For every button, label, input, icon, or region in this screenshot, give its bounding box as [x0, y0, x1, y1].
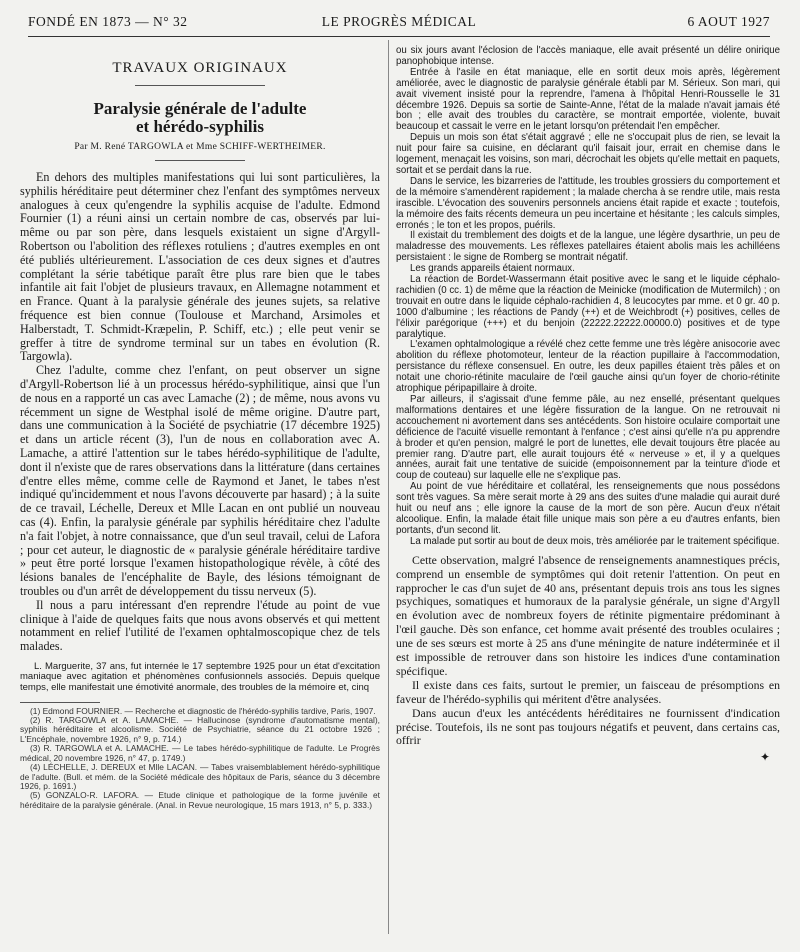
case-paragraph: Entrée à l'asile en état maniaque, elle en sortit deux mois après, légèrement améliorée, avec le diagnostic de paralysie générale établi par M. Sérieux. Son mari, qui avait vivement insisté pour la reprendre, l'amena à l'hôpital Henri-Rousselle le 31 décembre 1926. Depuis sa sortie de Sainte-Anne, l'état de la malade n'avait jamais été bon ; elle avait des troubles du caractère, se montrait emportée, violente, buvait beaucoup et cassait le verre en le jetant lorsqu'on prétendait l'en empêcher. [396, 66, 780, 133]
paragraph: Dans aucun d'eux les antécédents héréditaires ne fournissent d'indication précise. Toutefois, ils ne sont pas toujours négatifs et peuvent, dans certains cas, offrir [396, 705, 780, 748]
case-paragraph: Au point de vue héréditaire et collatéral, les renseignements que nous possédons sont très vagues. Sa mère serait morte à 29 ans des suites d'une maladie qui aurait duré huit ou neuf ans ; elle ignore la cause de la mort de son père. Aucun d'eux n'était alcoolique. Enfin, la malade était fille unique mais son père a eu d'autres enfants, bien portants, d'un second lit. [396, 481, 780, 536]
case-paragraph: Les grands appareils étaient normaux. [410, 263, 575, 275]
paragraph: Il existe dans ces faits, surtout le premier, un faisceau de présomptions en faveur de l'hérédo-syphilis qui méritent d'être analysées. [396, 677, 780, 706]
left-column [20, 44, 380, 942]
footnote-rule [20, 702, 100, 703]
paragraph: Cette observation, malgré l'absence de renseignements anamnestiques précis, comprend un ensemble de symptômes qui doit retenir l'attention. On peut en rapprocher le cas d'un sujet de 40 ans, présentant depuis trois ans tous les signes psychiques, somatiques et humoraux de la paralysie générale, un signe d'Argyll en évolution avec de nombreux foyers de rétinite pigmentaire prédominant à l'œil gauche. Dès son enfance, cet homme avait présenté des troubles oculaires ; une de ses sœurs est morte à 25 ans d'une méningite de nature indéterminée et il est impossible de retrouver dans son histoire les indices d'une contamination spécifique. [396, 552, 780, 678]
header-date: 6 AOUT 1927 [687, 14, 770, 29]
paragraph: Chez l'adulte, comme chez l'enfant, on peut observer un signe d'Argyll-Robertson lié à un processus hérédo-syphilitique, ainsi que l'un de nous en a rapporté un cas avec Lamache (2) ; de même, nous avons vu récemment un signe de Westphal isolé de même origine. D'autre part, dans une communication à la Société de psychiatrie (17 décembre 1925) et dans un article récent (3), l'un de nous en collaboration avec A. Lamache, a attiré l'attention sur le tabes hérédo-syphilitique de l'adulte, dont il n'existe que de rares observations dans la littérature (dans certaines d'entre elles même, comme celle de Raymond et Janet, le tabes n'est indiqué qu'incidemment et nous l'avons découverte par hasard) ; à la suite de ce travail, Léchelle, Dereux et Mlle Lacan en ont publié un nouveau cas (4). Enfin, la paralysie générale par syphilis héréditaire chez l'adulte n'a fait l'objet, à notre connaissance, que d'un seul travail, celui de Lafora ; pour cet auteur, le diagnostic de « paralysie générale héréditaire tardive » peut être porté lorsque l'examen histopathologique révèle, à côté des lésions banales de l'encéphalite de Bayle, des lésions témoignant de troubles ou d'un arrêt de développement du tissu nerveux (5). [20, 363, 380, 598]
case-paragraph: La réaction de Bordet-Wassermann était positive avec le sang et le liquide céphalo-rachidien (0 cc. 1) de même que la réaction de Meinicke (modification de Mutermilch) ; on trouvait en outre dans le liquide céphalo-rachidien 4, 8 leucocytes par mme. et 0 gr. 40 p. 1000 d'albumine ; les réactions de Pandy (++) et de Weichbrodt (+) positives, celles de l'élixir parégorique (+++) et du benjoin (22222.22222.00000.0) positives et de type paralytique. [396, 274, 780, 340]
case-paragraph: Depuis un mois son état s'était aggravé ; elle ne s'occupait plus de rien, se levait la nuit pour faire sa cuisine, en déclarant qu'il faisait jour, errait en chemise dans le logement, menaçait les voisins, son mari, décrochait les objets qu'elle mettait en paquets, sortait et se perdait dans la rue. [396, 132, 780, 176]
case-paragraph: L. Marguerite, 37 ans, fut internée le 17 septembre 1925 pour un état d'excitation maniaque avec agitation et phénomènes confusionnels associés. Depuis quelque temps, elle manifestait une émotivité anormale, des troubles de la mémoire et, cinq [20, 660, 380, 694]
footnote: (1) Edmond FOURNIER. — Recherche et diagnostic de l'hérédo-syphilis tardive, Paris, 1907. [30, 705, 376, 716]
case-paragraph: ou six jours avant l'éclosion de l'accès maniaque, elle avait présenté un délire onirique panophobique intense. [396, 45, 780, 67]
footnotes [20, 707, 380, 810]
continuation-mark: ✦ [759, 750, 770, 765]
case-report-start [20, 662, 380, 694]
case-paragraph: La malade put sortir au bout de deux mois, très améliorée par le traitement spécifique. [410, 535, 780, 547]
footnote: (3) R. TARGOWLA et A. LAMACHE. — Le tabes hérédo-syphilitique de l'adulte. Le Progrès médical, 20 novembre 1926, n° 47, p. 1749.) [20, 743, 380, 763]
column-separator [388, 40, 389, 934]
case-paragraph: Dans le service, les bizarreries de l'attitude, les troubles grossiers du comportement et de la mémoire s'amendèrent rapidement ; la malade chercha à se rendre utile, mais resta irascible. L'évocation des souvenirs personnels anciens était rapide et exacte ; toutefois, la mémoire des faits récents demeura un peu incertaine et hésitante ; les calculs simples, erronés ; le ton et les propos, puérils. [396, 175, 780, 231]
left-body-text [20, 171, 380, 654]
header-founded: FONDÉ EN 1873 — N° 32 [28, 14, 188, 29]
footnote: (2) R. TARGOWLA et A. LAMACHE. — Hallucinose (syndrome d'automatisme mental), syphilis héréditaire et alcoolisme. Société de Psychiatrie, séance du 21 octobre 1926 ; L'Encéphale, novembre 1926, n° 9, p. 714.) [20, 715, 380, 744]
header-rule [28, 36, 770, 37]
paragraph: En dehors des multiples manifestations qui lui sont particulières, la syphilis héréditaire peut déterminer chez l'enfant des symptômes nerveux analogues à ceux qu'engendre la syphilis acquise de l'adulte. Edmond Fournier (1) a réuni ainsi un certain nombre de cas, observés par lui-même ou par son père, dans lesquels existaient un signe d'Argyll-Robertson ou l'abolition des réflexes rotuliens ; d'autres exemples en ont été publiés ultérieurement. L'association de ces deux signes et d'autres complétant la série tabétique paraît être plus rare bien que le tabes infantile ait fait l'objet de plusieurs travaux, en Allemagne notamment et en France. Quant à la paralysie générale des jeunes sujets, sa relative fréquence est bien connue (Toulouse et Marchand, Arsimoles et Halberstadt, T. Schmidt-Kræpelin, P. Schiff, etc.) ; elle peut venir se greffer à titre de syndrome terminal sur un tabes en évolution (R. Targowla). [20, 170, 380, 364]
case-paragraph: Il existait du tremblement des doigts et de la langue, une légère dysarthrie, un peu de maladresse des mouvements. Les réflexes patellaires étaient abolis mais les achilléens persistaient : le signe de Romberg se montrait négatif. [396, 230, 780, 264]
right-column [396, 44, 780, 942]
header-journal-name: LE PROGRÈS MÉDICAL [321, 14, 477, 29]
authors-rule [155, 160, 245, 161]
case-paragraph: Par ailleurs, il s'agissait d'une femme pâle, au nez ensellé, présentant quelques malformations dentaires et une légère fissuration de la langue. On ne retrouvait ni accouchement ni avortement dans ses antécédents. Son histoire oculaire comportait une déficience de l'acuité visuelle remontant à l'enfance ; c'est ainsi qu'elle n'a pu apprendre à broder et qu'en pension, malgré le port de lunettes, elle devait toujours être placée au premier rang. D'autre part, elle aurait toujours été « nerveuse » et, il y a quelques années, aurait fait une tentative de suicide (empoisonnement par la teinture d'iode et coup de couteau) sur laquelle elle ne s'explique pas. [396, 394, 780, 482]
paragraph: Il nous a paru intéressant d'en reprendre l'étude au point de vue clinique à l'aide de quelques faits que nous avons observés et qui mettent notamment en relief l'utilité de l'examen ophtalmoscopique chez de tels malades. [20, 597, 380, 654]
section-rule [135, 85, 265, 86]
article-authors: Par M. René TARGOWLA et Mme SCHIFF-WERTHEIMER. [74, 142, 326, 152]
footnote: (4) LÉCHELLE, J. DEREUX et Mlle LACAN. — Tabes vraisemblablement hérédo-syphilitique de l'adulte. (Bull. et mém. de la Société médicale des hôpitaux de Paris, séance du 3 décembre 1926, p. 1691.) [20, 762, 380, 791]
section-heading: TRAVAUX ORIGINAUX [112, 60, 288, 76]
article-title-line2: et hérédo-syphilis [136, 117, 264, 136]
case-paragraph: L'examen ophtalmologique a révélé chez cette femme une très légère anisocorie avec abolition du réflexe photomoteur, lenteur de la réaction pupillaire à l'accommodation, persistance du réflexe consensuel. En outre, les deux papilles étaient très pâles et on notait une chorio-rétinite maculaire de l'œil gauche ainsi qu'un foyer de chorio-rétinite atrophique péripapillaire à droite. [396, 339, 780, 395]
article-title-line1: Paralysie générale de l'adulte [93, 99, 307, 118]
right-body-text [396, 554, 780, 749]
footnote: (5) GONZALO-R. LAFORA. — Etude clinique et pathologique de la forme juvénile et héréditaire de la paralysie générale. (Anal. in Revue neurologique, 15 mars 1913, n° 5, p. 333.) [20, 790, 380, 810]
running-header [28, 14, 770, 34]
case-report-continued [396, 46, 780, 548]
